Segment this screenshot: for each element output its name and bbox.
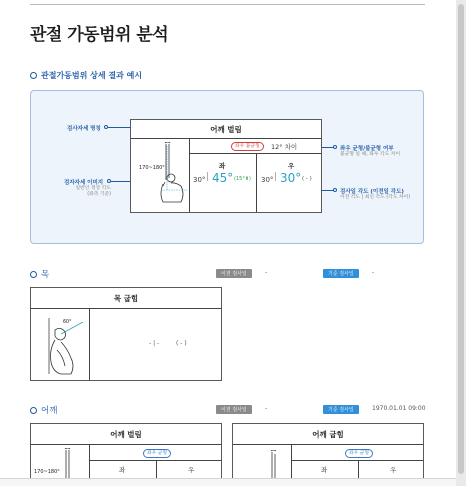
card-divider <box>31 308 221 309</box>
circle-bullet-icon <box>30 407 37 414</box>
shoulder-card-title: 어깨 벌림 <box>110 430 142 439</box>
prev-exam-date: - <box>265 405 268 412</box>
prev-exam-badge: 이전 검사일 <box>216 269 252 278</box>
card-divider <box>89 460 221 461</box>
right-header: 우 <box>390 466 397 474</box>
neck-value: - | - <box>149 340 160 347</box>
shoulder-abduction-card <box>30 423 222 483</box>
prev-exam-date: - <box>265 269 268 276</box>
card-divider <box>89 308 90 380</box>
card-divider <box>256 153 257 212</box>
shoulder-flexion-card <box>232 423 424 483</box>
neck-flexion-figure-icon <box>41 316 87 376</box>
balance-badge: 좌우 균형 <box>345 449 373 458</box>
left-delta: (15°⬆) <box>234 176 251 182</box>
page-title: 관절 가동범위 분석 <box>30 25 169 45</box>
shoulder-abduction-figure-icon <box>157 142 189 204</box>
vertical-scrollbar[interactable] <box>456 0 466 486</box>
card-divider <box>131 138 321 139</box>
annotation-angle-sub: 이전 각도 | 최신 각도 (각도 차이) <box>340 195 411 200</box>
card-divider <box>233 444 423 445</box>
left-header: 좌 <box>219 162 226 170</box>
annotation-dot <box>333 145 337 149</box>
value-separator: | <box>206 172 210 182</box>
top-divider <box>30 4 425 5</box>
value-separator: | <box>274 172 278 182</box>
base-exam-date: 1970.01.01 09:00 <box>372 405 426 412</box>
annotation-dot <box>333 188 337 192</box>
base-exam-date: - <box>372 269 375 276</box>
card-divider <box>189 138 190 212</box>
neck-section-title: 목 <box>41 270 50 280</box>
card-divider <box>189 153 321 154</box>
right-header: 우 <box>188 466 195 474</box>
example-card-title: 어깨 벌림 <box>210 125 242 134</box>
annotation-line <box>108 127 130 128</box>
annotation-posture-image: 검자자세 이미지 <box>64 180 104 186</box>
example-box <box>30 90 424 244</box>
neck-flexion-card <box>30 287 222 381</box>
circle-bullet-icon <box>30 271 37 278</box>
annotation-angle: 검사일 각도 (이전일 각도) <box>340 189 404 195</box>
neck-angle-label: 60° <box>63 320 72 325</box>
card-divider <box>291 460 423 461</box>
imbalance-badge: 좌우 불균형 <box>231 142 264 151</box>
left-header: 좌 <box>119 466 126 474</box>
bottom-strip <box>0 479 456 486</box>
base-exam-badge: 기준 검사일 <box>323 269 359 278</box>
shoulder-section-header <box>30 404 57 416</box>
balance-diff: 12° 차이 <box>271 143 298 151</box>
prev-exam-badge: 이전 검사일 <box>216 405 252 414</box>
card-divider <box>89 444 90 482</box>
example-section-header <box>30 70 142 81</box>
annotation-balance-sub: 불균형 일 때, 좌우 각도 차이 <box>340 152 401 157</box>
annotation-line <box>111 181 130 182</box>
example-section-title: 관절가동범위 상세 결과 예시 <box>41 71 143 80</box>
card-divider <box>31 444 221 445</box>
annotation-balance: 좌우 균형/불균형 여부 <box>340 146 394 152</box>
neck-delta: ( - ) <box>176 340 187 347</box>
right-current-angle: 30° <box>280 171 302 185</box>
example-card <box>130 119 322 213</box>
right-delta: ( - ) <box>302 176 312 182</box>
left-prev-angle: 30° <box>193 176 206 184</box>
annotation-posture-name: 검사자세 명칭 <box>67 126 101 132</box>
range-label: 170~180° <box>139 165 165 171</box>
scrollbar-thumb[interactable] <box>458 4 464 474</box>
balance-badge: 좌우 균형 <box>143 449 171 458</box>
range-label: 170~180° <box>34 469 60 475</box>
shoulder-card-title: 어깨 굽힘 <box>312 430 344 439</box>
neck-card-title: 목 굽힘 <box>113 294 139 303</box>
card-divider <box>291 444 292 482</box>
shoulder-section-title: 어깨 <box>41 406 58 416</box>
right-prev-angle: 30° <box>261 176 274 184</box>
annotation-posture-image-sub: 일반인 정상 각도 (좌측 기준) <box>75 186 111 198</box>
circle-bullet-icon <box>30 72 37 79</box>
right-header: 우 <box>288 162 295 170</box>
left-current-angle: 45° <box>212 171 234 185</box>
left-header: 좌 <box>321 466 328 474</box>
neck-section-header <box>30 268 49 280</box>
base-exam-badge: 기준 검사일 <box>323 405 359 414</box>
